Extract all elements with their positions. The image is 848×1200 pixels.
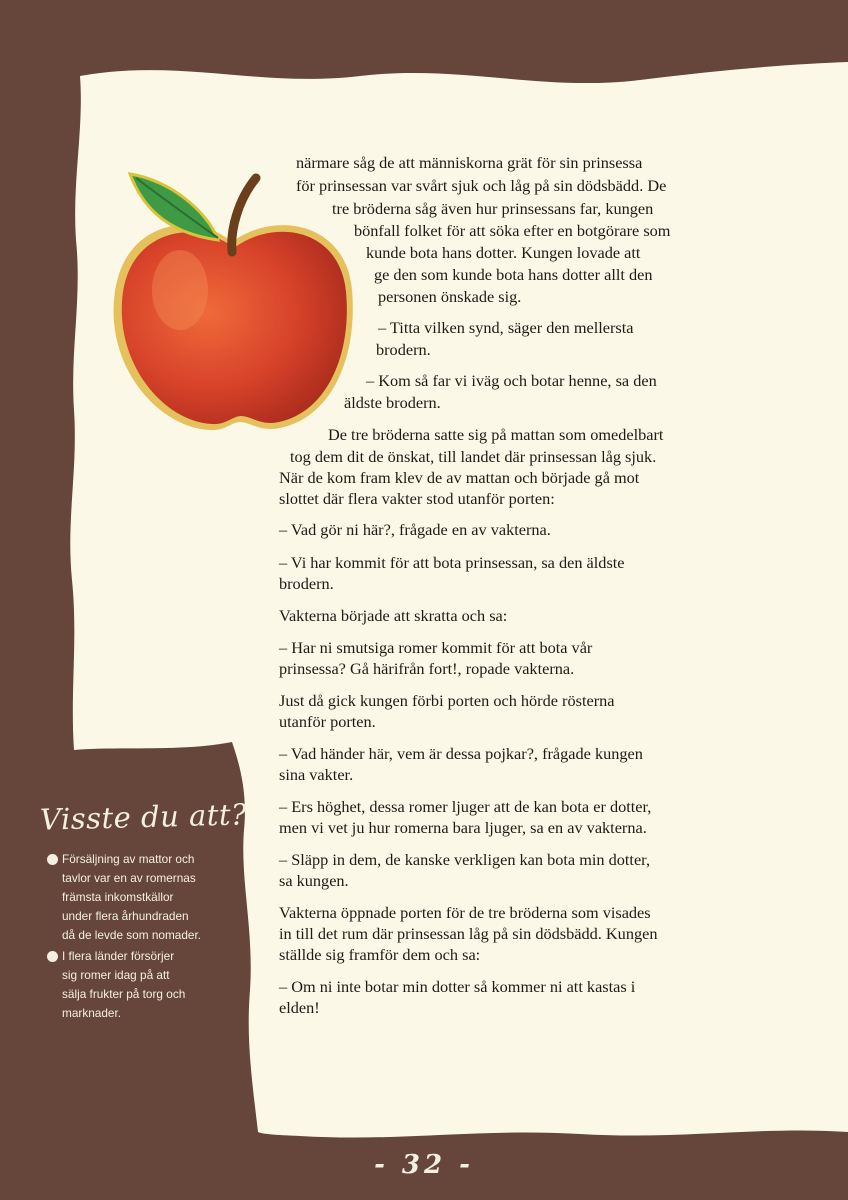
story-line: bönfall folket för att söka efter en botgörare som (354, 221, 671, 240)
fact-line: marknader. (62, 1006, 122, 1020)
fact-line: under flera århundraden (62, 909, 189, 923)
fact-line: sälja frukter på torg och (62, 987, 186, 1001)
story-line: närmare såg de att människorna grät för sin prinsessa (296, 153, 643, 172)
story-line: Vakterna öppnade porten för de tre bröderna som visades (279, 903, 651, 922)
story-line: ställde sig framför dem och sa: (279, 945, 481, 964)
story-line: De tre bröderna satte sig på mattan som omedelbart (328, 425, 664, 444)
fact-list (48, 850, 248, 1025)
story-line: brodern. (376, 340, 431, 359)
story-line: – Ers höghet, dessa romer ljuger att de kan bota er dotter, (279, 797, 652, 816)
fact-line: tavlor var en av romernas (62, 871, 196, 885)
sidebar-title: Visste du att? (39, 797, 248, 837)
story-line: sa kungen. (279, 871, 349, 890)
story-line: Just då gick kungen förbi porten och hörde rösterna (279, 691, 615, 710)
fact-line: då de levde som nomader. (62, 928, 202, 942)
story-line: Vakterna började att skratta och sa: (279, 606, 508, 625)
story-line: för prinsessan var svårt sjuk och låg på sin dödsbädd. De (296, 176, 667, 195)
fact-line: Försäljning av mattor och (62, 852, 195, 866)
story-line: brodern. (279, 574, 334, 593)
story-line: tog dem dit de önskat, till landet där prinsessan låg sjuk. (290, 447, 657, 466)
story-line: men vi vet ju hur romerna bara ljuger, sa en av vakterna. (279, 818, 647, 837)
apple-highlight (152, 250, 208, 330)
story-line: – Titta vilken synd, säger den mellersta (378, 318, 634, 337)
story-line: När de kom fram klev de av mattan och började gå mot (279, 468, 640, 487)
bullet-icon (47, 951, 58, 962)
fact-line: I flera länder försörjer (62, 949, 175, 963)
story-line: prinsessa? Gå härifrån fort!, ropade vakterna. (279, 659, 575, 678)
story-line: elden! (279, 998, 320, 1017)
story-line: – Vad gör ni här?, frågade en av vakterna. (279, 520, 551, 539)
fact-line: främsta inkomstkällor (62, 890, 174, 904)
story-line: – Om ni inte botar min dotter så kommer ni att kastas i (279, 977, 636, 996)
page-number: - 32 - (374, 1150, 474, 1180)
fact-item (48, 947, 248, 1023)
story-line: personen önskade sig. (378, 287, 522, 306)
story-line: utanför porten. (279, 712, 376, 731)
story-line: kunde bota hans dotter. Kungen lovade att (366, 243, 641, 262)
story-line: – Har ni smutsiga romer kommit för att bota vår (279, 638, 593, 657)
fact-item (48, 850, 248, 945)
story-line: – Vi har kommit för att bota prinsessan, sa den äldste (279, 553, 625, 572)
story-line: slottet där flera vakter stod utanför porten: (279, 489, 555, 508)
bullet-icon (47, 854, 58, 865)
fact-line: sig romer idag på att (62, 968, 170, 982)
apple-illustration (100, 160, 365, 445)
story-line: tre bröderna såg även hur prinsessans far, kungen (332, 199, 654, 218)
story-line: ge den som kunde bota hans dotter allt den (374, 265, 653, 284)
story-line: äldste brodern. (344, 393, 441, 412)
story-line: in till det rum där prinsessan låg på sin dödsbädd. Kungen (279, 924, 658, 943)
story-line: sina vakter. (279, 765, 354, 784)
story-line: – Vad händer här, vem är dessa pojkar?, frågade kungen (279, 744, 643, 763)
story-line: – Kom så far vi iväg och botar henne, sa den (366, 371, 657, 390)
story-line: – Släpp in dem, de kanske verkligen kan bota min dotter, (279, 850, 651, 869)
